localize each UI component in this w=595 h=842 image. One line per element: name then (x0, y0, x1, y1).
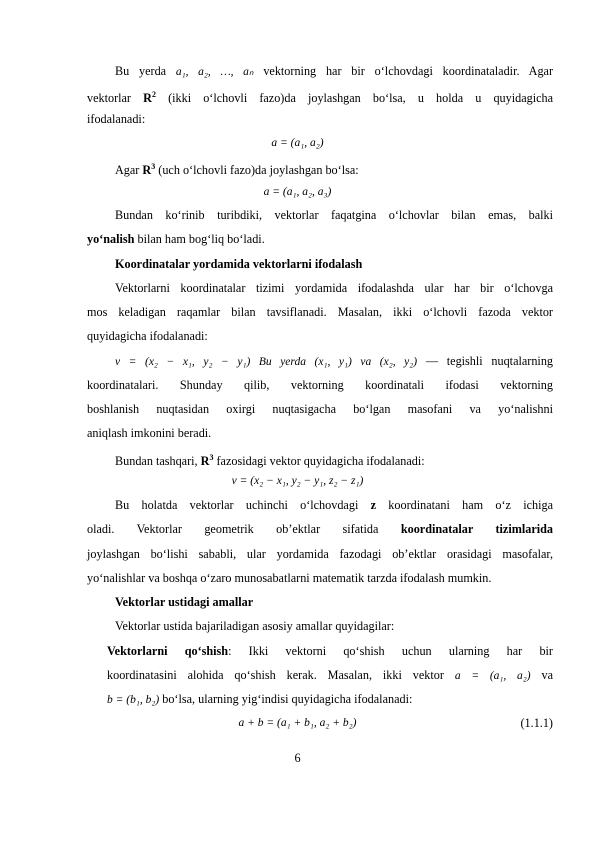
formula: v = (x₂ − x₁, y₂ − y₁) Bu yerda (x₁, y₁) va (x₂, y₂) (115, 356, 418, 368)
equation-number: (1.1.1) (520, 716, 553, 730)
section-heading: Koordinatalar yordamida vektorlarni ifodalash (115, 257, 363, 271)
formula: a = (a₁, a₂) (271, 137, 324, 149)
text-line: koordinatasini alohida qo‘shish kerak. Masalan, ikki vektor a = (a₁, a₂) va (107, 668, 554, 682)
formula: a₁, a₂, …, aₙ (175, 66, 254, 78)
formula: a = (a₁, a₂) (454, 670, 531, 682)
text-line: joylashgan bo‘lishi sababli, ular yordamida fazodagi ob’ektlar orasidagi masofalar, (87, 547, 553, 561)
text-line: koordinatalari. Shunday qilib, vektorning koordinatali ifodasi vektorning (87, 378, 553, 392)
text-line: yo‘nalish bilan ham bog‘liq bo‘ladi. (87, 232, 265, 246)
formula: a + b = (a₁ + b₁, a₂ + b₂) (238, 717, 357, 729)
text-line: Vektorlarni qo‘shish: Ikki vektorni qo‘shish uchun ularning har bir (107, 644, 553, 658)
text-line: b = (b₁, b₂) bo‘lsa, ularning yig‘indisi quyidagicha ifodalanadi: (107, 692, 413, 706)
page-number: 6 (294, 751, 301, 765)
text-line: Vektorlar ustida bajariladigan asosiy amallar quyidagilar: (115, 619, 395, 633)
text-line: yo‘nalishlar va boshqa o‘zaro munosabatlarni matematik tarzda ifodalash mumkin. (87, 571, 492, 585)
formula: v = (x₂ − x₁, y₂ − y₁, z₂ − z₁) (231, 475, 364, 487)
text-line: mos keladigan raqamlar bilan tavsiflanadi. Masalan, ikki o‘lchovli fazoda vektor (87, 305, 553, 319)
text-line: Bundan tashqari, $R^3$ fazosidagi vektor quyidagicha ifodalanadi: (115, 453, 425, 469)
formula: b = (b₁, b₂) (107, 694, 160, 706)
text-line: Bu holatda vektorlar uchinchi o‘lchovdagi z koordinatani ham o‘z ichiga (115, 498, 553, 512)
section-heading: Vektorlar ustidagi amallar (115, 595, 254, 609)
text-line: Bu yerda a₁, a₂, …, aₙ vektorning har bir o‘lchovdagi koordinataladir. Agar (115, 64, 553, 78)
text-line: Bundan ko‘rinib turibdiki, vektorlar faqatgina o‘lchovlar bilan emas, balki (115, 208, 553, 222)
text-line: quyidagicha ifodalanadi: (87, 329, 208, 343)
text-line: oladi. Vektorlar geometrik ob’ektlar sifatida koordinatalar tizimlarida (87, 522, 554, 536)
formula: a = (a₁, a₂, a₃) (263, 186, 332, 198)
text-line: aniqlash imkonini beradi. (87, 426, 212, 440)
text-line: boshlanish nuqtasidan oxirgi nuqtasigacha bo‘lgan masofani va yo‘nalishni (87, 402, 553, 416)
text-line: Agar $R^3$ (uch o‘lchovli fazo)da joylashgan bo‘lsa: (115, 162, 359, 178)
text-line: ifodalanadi: (87, 112, 146, 126)
text-line: Vektorlarni koordinatalar tizimi yordamida ifodalashda ular har bir o‘lchovga (115, 281, 553, 295)
text-line: v = (x₂ − x₁, y₂ − y₁) Bu yerda (x₁, y₁) va (x₂, y₂) — tegishli nuqtalarning (115, 354, 554, 368)
text-line: vektorlar $R^2$ (ikki o‘lchovli fazo)da joylashgan bo‘lsa, u holda u quyidagicha (87, 90, 554, 106)
